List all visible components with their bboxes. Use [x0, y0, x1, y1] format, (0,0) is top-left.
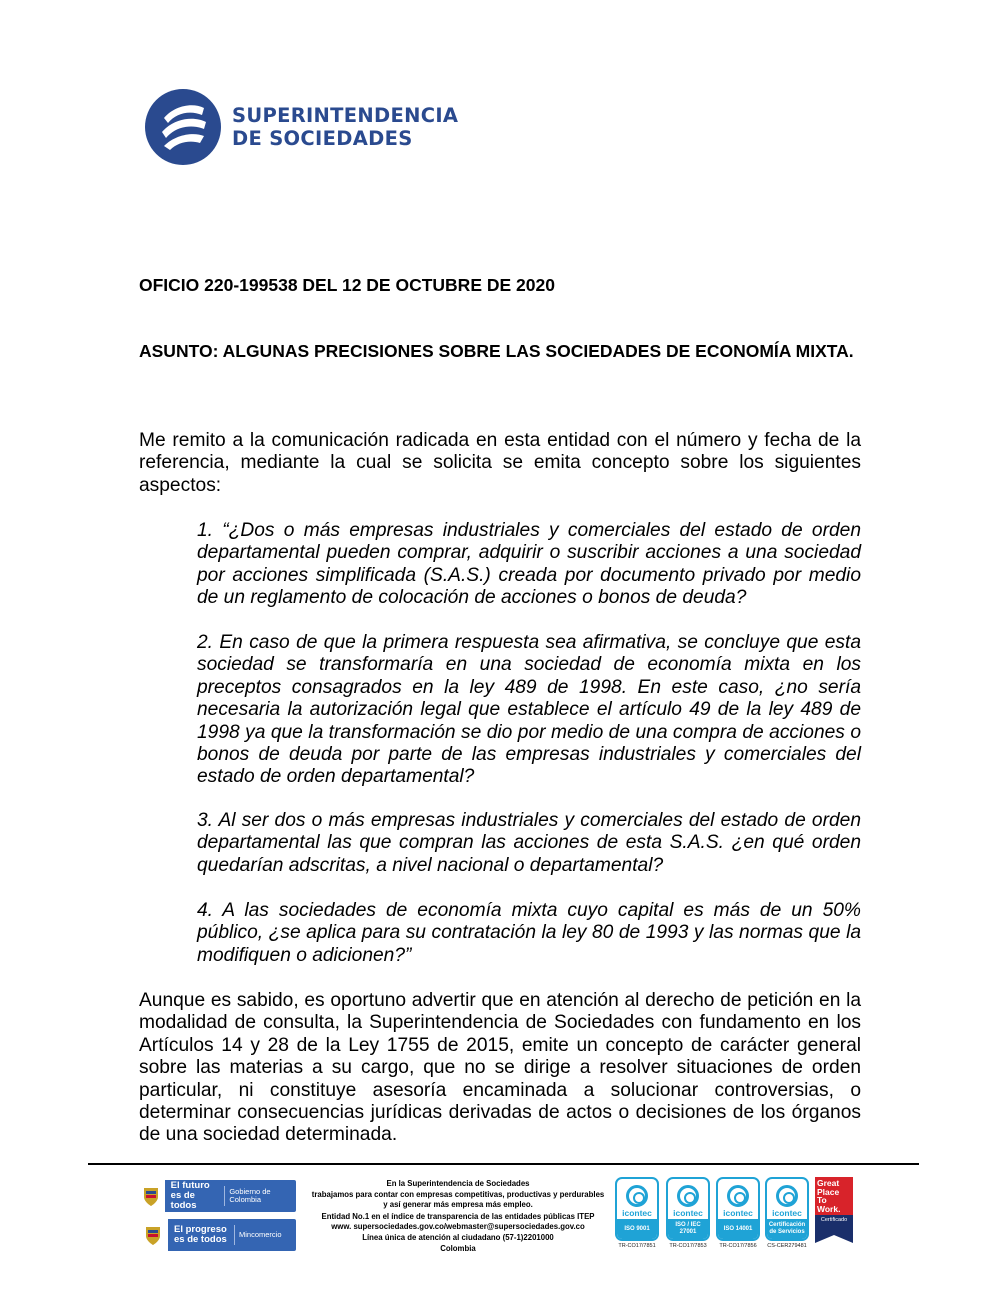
question-4: 4. A las sociedades de economía mixta cuyo capital es más de un 50% público, ¿se aplica para su contratación la ley 80 de 1993 y las normas que la modifiquen o adicionen?” — [197, 900, 861, 966]
footer-line: En la Superintendencia de Sociedades — [386, 1179, 530, 1188]
cert-brand: icontec — [772, 1208, 802, 1218]
footer-line: Entidad No.1 en el índice de transparencia de las entidades públicas ITEP — [321, 1211, 595, 1221]
footer-line: trabajamos para contar con empresas competitivas, productivas y perdurables — [311, 1189, 605, 1199]
footer-line: www. supersociedades.gov.co/webmaster@supersociedades.gov.co — [331, 1222, 585, 1232]
gov-badge-futuro — [138, 1180, 296, 1212]
cert-iso9001 — [615, 1177, 659, 1249]
cert-iso14001 — [716, 1177, 760, 1249]
cert-standard: Certificación de Servicios — [767, 1219, 807, 1239]
cert-brand: icontec — [723, 1208, 753, 1218]
gov-badge-line2: Gobierno de Colombia — [229, 1186, 271, 1204]
cert-standard: ISO 9001 — [617, 1219, 657, 1239]
icontec-icon — [776, 1185, 798, 1207]
icontec-icon — [626, 1185, 648, 1207]
intro-paragraph: Me remito a la comunicación radicada en esta entidad con el número y fecha de la referencia, mediante la cual se solicita se emita concepto sobre los siguientes aspectos: — [139, 430, 861, 496]
superintendencia-logo-icon — [144, 88, 222, 166]
gov-badge-line2: Mincomercio — [239, 1229, 282, 1239]
gptw-title: Great Place To Work. — [815, 1177, 853, 1215]
cert-code: TR-CO17/7851 — [618, 1243, 656, 1249]
footer-divider — [88, 1163, 919, 1165]
cert-code: TR-CO17/7853 — [669, 1243, 707, 1249]
gov-badge-separator — [224, 1186, 225, 1206]
footer-line: Colombia — [440, 1243, 476, 1253]
icontec-icon — [727, 1185, 749, 1207]
question-2: 2. En caso de que la primera respuesta sea afirmativa, se concluye que esta sociedad se transformaría en una sociedad de economía mixta en los preceptos consagrados en la ley 489 de 1998. En este caso, ¿no sería necesaria la autorización legal que establece el artículo 49 de la ley 489 de 1998 ya que la transformación se dio por medio de una compra de acciones o bonos de deuda por parte de las empresas industriales y comerciales del estado de orden departamental? — [197, 632, 861, 788]
cert-code: CS-CER279481 — [767, 1243, 807, 1249]
gptw-ribbon-tail — [815, 1235, 853, 1243]
logo-line-2: DE SOCIEDADES — [232, 127, 413, 150]
gov-badge-line1: El futuro es de todos — [170, 1180, 210, 1211]
logo-line-1: SUPERINTENDENCIA — [232, 104, 459, 127]
cert-standard: ISO / IEC 27001 — [668, 1219, 708, 1239]
logo-text — [232, 104, 458, 150]
coat-of-arms-icon — [138, 1180, 165, 1212]
gov-badge-separator — [234, 1225, 235, 1245]
company-logo — [144, 88, 474, 168]
cert-iso27001 — [666, 1177, 710, 1249]
question-1: 1. “¿Dos o más empresas industriales y comerciales del estado de orden departamental pueden comprar, adquirir o suscribir acciones a una sociedad por acciones simplificada (S.A.S.) creada por documento privado por medio de un reglamento de colocación de acciones o bonos de deuda? — [197, 520, 861, 609]
gov-badge-line1: El progreso es de todos — [174, 1224, 227, 1245]
footer-line: Línea única de atención al ciudadano (57-1)2201000 — [362, 1233, 554, 1243]
cert-brand: icontec — [673, 1208, 703, 1218]
cert-standard: ISO 14001 — [718, 1219, 758, 1239]
footer-contact-text — [298, 1179, 618, 1255]
question-3: 3. Al ser dos o más empresas industriales y comerciales del estado de orden departamental las que compran las acciones de esta S.A.S. ¿en qué orden quedarían adscritas, a nivel nacional o departamental? — [197, 810, 861, 876]
icontec-icon — [677, 1185, 699, 1207]
body-paragraph: Aunque es sabido, es oportuno advertir que en atención al derecho de petición en la modalidad de consulta, la Superintendencia de Sociedades con fundamento en los Artículos 14 y 28 de la Ley 1755 de 2015, emite un concepto de carácter general sobre las materias a su cargo, que no se dirige a resolver situaciones de orden particular, ni constituye asesoría encaminada a solucionar controversias, o determinar consecuencias jurídicas derivadas de actos o decisiones de los órganos de una sociedad determinada. — [139, 990, 861, 1146]
gptw-label: Certificado — [815, 1215, 853, 1235]
great-place-to-work-badge — [815, 1177, 853, 1243]
coat-of-arms-icon — [138, 1219, 168, 1251]
document-subject: ASUNTO: ALGUNAS PRECISIONES SOBRE LAS SOCIEDADES DE ECONOMÍA MIXTA. — [139, 341, 854, 361]
footer-line: y así generar más empresa más empleo. — [383, 1199, 533, 1209]
cert-code: TR-CO17/7856 — [719, 1243, 757, 1249]
document-title: OFICIO 220-199538 DEL 12 DE OCTUBRE DE 2020 — [139, 275, 555, 295]
gov-badge-progreso — [138, 1219, 296, 1251]
cert-brand: icontec — [622, 1208, 652, 1218]
cert-servicios — [765, 1177, 809, 1249]
